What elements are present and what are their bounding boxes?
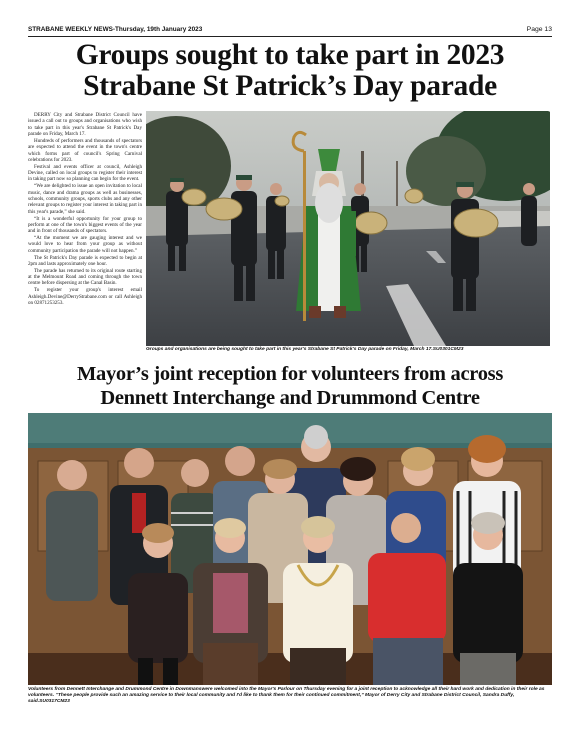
article-paragraph: “We are delighted to issue an open invitation to local music, dance and drama groups as well as businesses, schools, community groups, sports clubs and any other relevant groups to register your interest in taking part in this year's parade,” she said. [28,183,142,215]
masthead-publication-date: STRABANE WEEKLY NEWS-Thursday, 19th January 2023 [28,26,203,33]
parade-photo [146,111,550,346]
article-paragraph: Festival and events officer at council, Ashleigh Devine, called on local groups to register their interest in taking part now so planning can begin for the event. [28,163,142,183]
story1-headline-line2: Strabane St Patrick’s Day parade [83,70,497,102]
article-paragraph: “It is a wonderful opportunity for your group to perform at one of the town's biggest events of the year and in front of thousands of spectators. [28,215,142,235]
story2-headline [28,362,552,410]
volunteers-photo-caption: Volunteers from Dennett Interchange and Drummond Centre in Downmanswere welcomed into the Mayor's Parlour on Thursday evening for a joint reception to acknowledge all their hard work and dedication in their role as volunteers. “These people provide such an amazing service to their local community and I'd like to thank them for their continued commitment,” Mayor of Derry City and Strabane District Council, Sandra Duffy, said.SU0317CM23 [28,687,545,704]
volunteers-group-photo [28,413,552,685]
story1-article-body [28,112,142,357]
article-paragraph: To register your group's interest email Ashleigh.Devine@DerryStrabane.com or call Ashleigh on 02871253253. [28,287,142,306]
story2-headline-line2: Dennett Interchange and Drummond Centre [100,387,480,409]
parade-photo-caption: Groups and organisations are being sought to take part in this year's Strabane St Patrick's Day parade on Friday, March 17.SU0301CM23 [146,347,464,352]
article-paragraph: DERRY City and Strabane District Council have issued a call out to groups and organisations who wish to take part in this year's Strabane St Patrick's Day parade on Friday, March 17. [28,112,142,138]
page-number: Page 13 [526,26,552,33]
story2-headline-line1: Mayor’s joint reception for volunteers from across [76,363,504,385]
story1-headline-line1: Groups sought to take part in 2023 [75,39,505,71]
article-paragraph: “At the moment we are gauging interest and we would love to hear from your group as without community participation the parade will not happen.” [28,235,142,254]
masthead-rule [28,36,552,37]
volunteers-photo-illustration [28,413,552,685]
article-paragraph: Hundreds of performers and thousands of spectators are expected to attend the event in the town's centre which forms part of council's Spring Carnival celebrations for 2023. [28,137,142,163]
article-paragraph: The St Patrick's Day parade is expected to begin at 2pm and lasts approximately one hour. [28,254,142,267]
story1-headline [28,40,552,102]
parade-photo-illustration [146,111,550,346]
masthead [28,24,552,36]
article-paragraph: The parade has returned to its original route starting at the Melmount Road and coming through the town centre before dispersing at the Canal Basin. [28,267,142,287]
